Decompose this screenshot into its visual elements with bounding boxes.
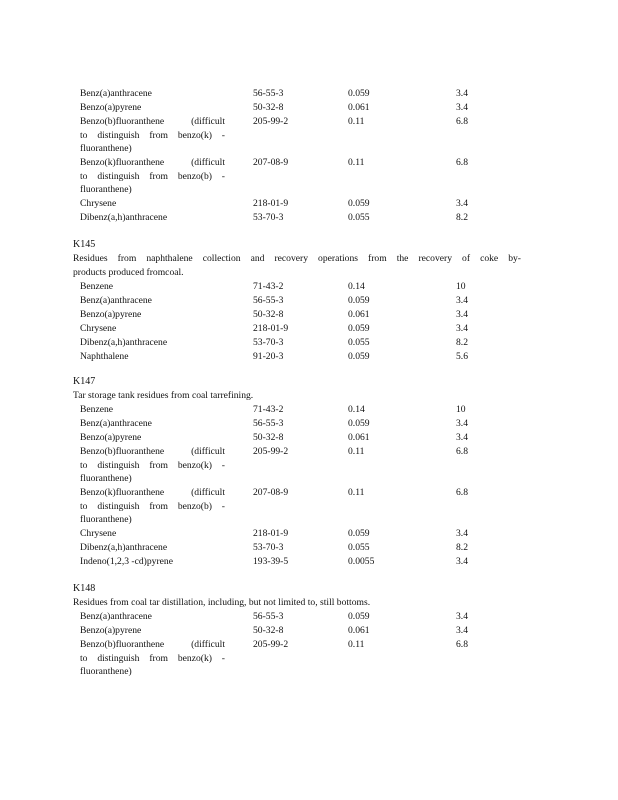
name-line: Benzene [80,404,114,415]
constituent-name [80,87,225,101]
constituent-table [0,280,618,364]
table-row [0,294,618,308]
name-line: Benzo(a)pyrene [80,102,142,113]
nonwastewater-value: 3.4 [456,528,468,539]
table-row [0,624,618,638]
name-line: fluoranthene) [80,514,132,526]
description-line: Residues from coal tar distillation, including, but not limited to, still bottoms. [73,597,371,608]
nonwastewater-value: 3.4 [456,102,468,113]
table-row [0,197,618,211]
name-line: Benzo(b)fluoranthene (difficult [80,116,225,127]
table-row [0,280,618,294]
name-line: fluoranthene) [80,666,132,678]
name-line: Benz(a)anthracene [80,295,152,306]
constituent-name [80,101,225,115]
wastewater-value: 0.059 [348,88,370,99]
wastewater-value: 0.059 [348,198,370,209]
cas-number: 56-55-3 [253,611,284,622]
wastewater-value: 0.055 [348,212,370,223]
waste-description [73,596,521,610]
table-row [0,555,618,569]
name-line: Benzene [80,281,114,292]
constituent-name [80,403,225,417]
nonwastewater-value: 6.8 [456,116,468,127]
table-row [0,486,618,527]
name-line: to distinguish from benzo(k) - [80,459,225,471]
wastewater-value: 0.059 [348,295,370,306]
nonwastewater-value: 5.6 [456,351,468,362]
constituent-name [80,294,225,308]
constituent-name [80,336,225,350]
constituent-name [80,308,225,322]
name-line: fluoranthene) [80,143,132,155]
table-row [0,403,618,417]
constituent-name [80,211,225,225]
name-line: to distinguish from benzo(k) - [80,129,225,141]
cas-number: 50-32-8 [253,102,284,113]
cas-number: 218-01-9 [253,198,289,209]
name-line: fluoranthene) [80,184,132,196]
name-line: Benzo(k)fluoranthene (difficult [80,487,225,498]
nonwastewater-value: 6.8 [456,639,468,650]
table-row [0,350,618,364]
table-row [0,308,618,322]
name-line: Benz(a)anthracene [80,611,152,622]
cas-number: 205-99-2 [253,446,289,457]
name-line: Benzo(b)fluoranthene (difficult [80,446,225,457]
waste-description [73,252,521,279]
constituent-name [80,638,225,679]
cas-number: 56-55-3 [253,88,284,99]
table-row [0,445,618,486]
nonwastewater-value: 3.4 [456,432,468,443]
section-continuation [0,87,618,225]
wastewater-value: 0.11 [348,446,365,457]
cas-number: 56-55-3 [253,418,284,429]
name-line: Chrysene [80,528,117,539]
name-line: Benzo(b)fluoranthene (difficult [80,639,225,650]
wastewater-value: 0.11 [348,116,365,127]
name-line: Dibenz(a,h)anthracene [80,542,168,553]
wastewater-value: 0.059 [348,351,370,362]
name-line: Chrysene [80,198,117,209]
wastewater-value: 0.055 [348,337,370,348]
name-line: Benz(a)anthracene [80,88,152,99]
table-row [0,156,618,197]
cas-number: 91-20-3 [253,351,284,362]
wastewater-value: 0.14 [348,404,365,415]
constituent-name [80,527,225,541]
wastewater-value: 0.0055 [348,556,375,567]
waste-code: K147 [73,376,96,387]
wastewater-value: 0.11 [348,639,365,650]
wastewater-value: 0.061 [348,309,370,320]
table-row [0,417,618,431]
nonwastewater-value: 3.4 [456,309,468,320]
constituent-name [80,555,225,569]
name-line: fluoranthene) [80,473,132,485]
waste-code: K145 [73,239,96,250]
table-row [0,541,618,555]
constituent-name [80,350,225,364]
nonwastewater-value: 6.8 [456,487,468,498]
table-row [0,527,618,541]
table-row [0,336,618,350]
name-line: to distinguish from benzo(b) - [80,500,225,512]
constituent-name [80,445,225,486]
nonwastewater-value: 10 [456,404,466,415]
wastewater-value: 0.061 [348,625,370,636]
name-line: Benzo(a)pyrene [80,309,142,320]
name-line: Chrysene [80,323,117,334]
table-row [0,638,618,679]
name-line: Benz(a)anthracene [80,418,152,429]
constituent-table [0,610,618,679]
waste-code: K148 [73,583,96,594]
wastewater-value: 0.059 [348,611,370,622]
cas-number: 53-70-3 [253,337,284,348]
wastewater-value: 0.061 [348,102,370,113]
waste-description [73,389,521,403]
wastewater-value: 0.14 [348,281,365,292]
constituent-name [80,115,225,156]
constituent-name [80,197,225,211]
wastewater-value: 0.059 [348,323,370,334]
table-row [0,322,618,336]
nonwastewater-value: 3.4 [456,295,468,306]
cas-number: 50-32-8 [253,309,284,320]
nonwastewater-value: 3.4 [456,556,468,567]
name-line: Naphthalene [80,351,129,362]
nonwastewater-value: 3.4 [456,198,468,209]
description-line: Residues from naphthalene collection and recovery operations from the recovery of coke by- [73,253,521,264]
nonwastewater-value: 8.2 [456,337,468,348]
name-line: Dibenz(a,h)anthracene [80,212,168,223]
name-line: Dibenz(a,h)anthracene [80,337,168,348]
cas-number: 205-99-2 [253,116,289,127]
name-line: to distinguish from benzo(k) - [80,652,225,664]
nonwastewater-value: 3.4 [456,88,468,99]
constituent-name [80,624,225,638]
cas-number: 71-43-2 [253,404,284,415]
table-row [0,431,618,445]
wastewater-value: 0.11 [348,487,365,498]
wastewater-value: 0.061 [348,432,370,443]
constituent-name [80,431,225,445]
cas-number: 71-43-2 [253,281,284,292]
constituent-name [80,486,225,527]
cas-number: 193-39-5 [253,556,289,567]
constituent-name [80,541,225,555]
cas-number: 56-55-3 [253,295,284,306]
table-row [0,101,618,115]
wastewater-value: 0.11 [348,157,365,168]
cas-number: 50-32-8 [253,625,284,636]
constituent-name [80,322,225,336]
name-line: Indeno(1,2,3 -cd)pyrene [80,556,173,567]
description-line: Tar storage tank residues from coal tarrefining. [73,390,254,401]
nonwastewater-value: 3.4 [456,611,468,622]
constituent-name [80,280,225,294]
cas-number: 205-99-2 [253,639,289,650]
cas-number: 53-70-3 [253,212,284,223]
cas-number: 218-01-9 [253,323,289,334]
nonwastewater-value: 6.8 [456,446,468,457]
nonwastewater-value: 10 [456,281,466,292]
cas-number: 207-08-9 [253,487,289,498]
nonwastewater-value: 3.4 [456,625,468,636]
cas-number: 53-70-3 [253,542,284,553]
wastewater-value: 0.059 [348,528,370,539]
nonwastewater-value: 8.2 [456,212,468,223]
wastewater-value: 0.055 [348,542,370,553]
nonwastewater-value: 3.4 [456,323,468,334]
cas-number: 207-08-9 [253,157,289,168]
table-row [0,610,618,624]
name-line: to distinguish from benzo(b) - [80,170,225,182]
constituent-name [80,610,225,624]
wastewater-value: 0.059 [348,418,370,429]
table-row [0,87,618,101]
name-line: Benzo(a)pyrene [80,432,142,443]
name-line: Benzo(a)pyrene [80,625,142,636]
cas-number: 218-01-9 [253,528,289,539]
constituent-name [80,417,225,431]
cas-number: 50-32-8 [253,432,284,443]
name-line: Benzo(k)fluoranthene (difficult [80,157,225,168]
nonwastewater-value: 3.4 [456,418,468,429]
nonwastewater-value: 6.8 [456,157,468,168]
description-line: products produced fromcoal. [73,266,184,278]
table-row [0,115,618,156]
nonwastewater-value: 8.2 [456,542,468,553]
constituent-table [0,403,618,569]
table-row [0,211,618,225]
constituent-name [80,156,225,197]
